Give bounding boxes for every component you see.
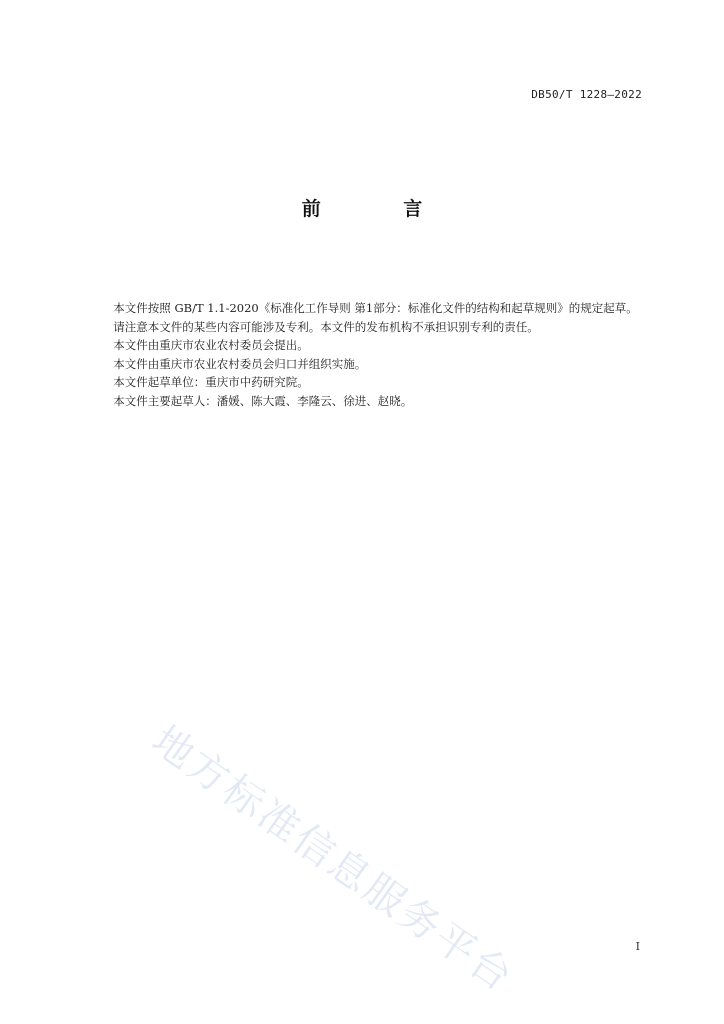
watermark: 地方标准信息服务平台 — [143, 717, 523, 1002]
page-number: I — [635, 940, 640, 953]
document-code: DB50/T 1228—2022 — [531, 88, 642, 101]
paragraph-proposer: 本文件由重庆市农业农村委员会提出。 — [113, 338, 309, 352]
page-title: 前 言 — [301, 198, 461, 220]
paragraph-drafting-unit: 本文件起草单位：重庆市中药研究院。 — [113, 375, 309, 389]
paragraph-drafters: 本文件主要起草人：潘媛、陈大霞、李隆云、徐进、赵晓。 — [113, 393, 413, 408]
paragraph-drafting-rules: 本文件按照 GB/T 1.1-2020《标准化工作导则 第1部分：标准化文件的结构和起草规则》的规定起草。 — [113, 301, 638, 315]
foreword-body — [88, 299, 658, 410]
paragraph-patent-notice: 请注意本文件的某些内容可能涉及专利。本文件的发布机构不承担识别专利的责任。 — [113, 319, 539, 334]
paragraph-administrator: 本文件由重庆市农业农村委员会归口并组织实施。 — [113, 356, 367, 371]
